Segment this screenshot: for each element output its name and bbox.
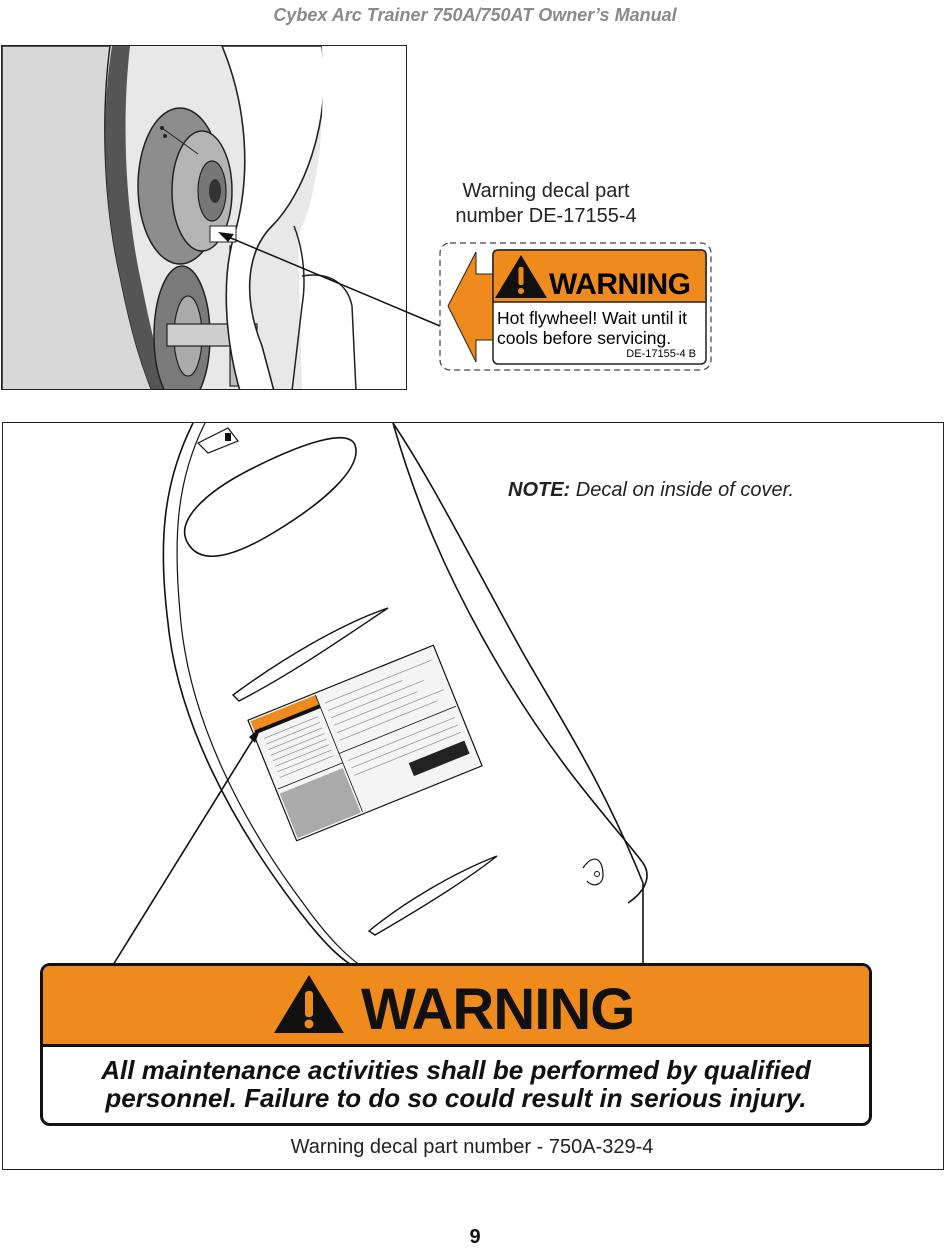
small-decal-message: Hot flywheel! Wait until it cools before servicing. bbox=[497, 308, 687, 348]
small-warning-decal bbox=[0, 0, 950, 400]
bottom-decal-caption: Warning decal part number - 750A-329-4 bbox=[290, 1136, 654, 1158]
page-number: 9 bbox=[469, 1226, 481, 1248]
cover-note bbox=[508, 479, 794, 502]
note-text: Decal on inside of cover. bbox=[575, 479, 795, 501]
small-decal-heading: WARNING bbox=[549, 268, 691, 301]
warning-triangle-icon bbox=[272, 973, 346, 1035]
small-decal-code: DE-17155-4 B bbox=[626, 348, 696, 360]
large-warning-heading: WARNING bbox=[361, 977, 635, 1042]
large-warning-message: All maintenance activities shall be performed by qualified personnel. Failure to do so could result in serious injury. bbox=[101, 1055, 811, 1113]
large-warning-header bbox=[43, 966, 869, 1047]
large-warning-decal bbox=[40, 963, 872, 1126]
top-decal-caption: Warning decal part number DE-17155-4 bbox=[455, 180, 637, 227]
note-label: NOTE: bbox=[508, 479, 571, 501]
manual-header-title: Cybex Arc Trainer 750A/750AT Owner’s Manual bbox=[273, 5, 677, 25]
